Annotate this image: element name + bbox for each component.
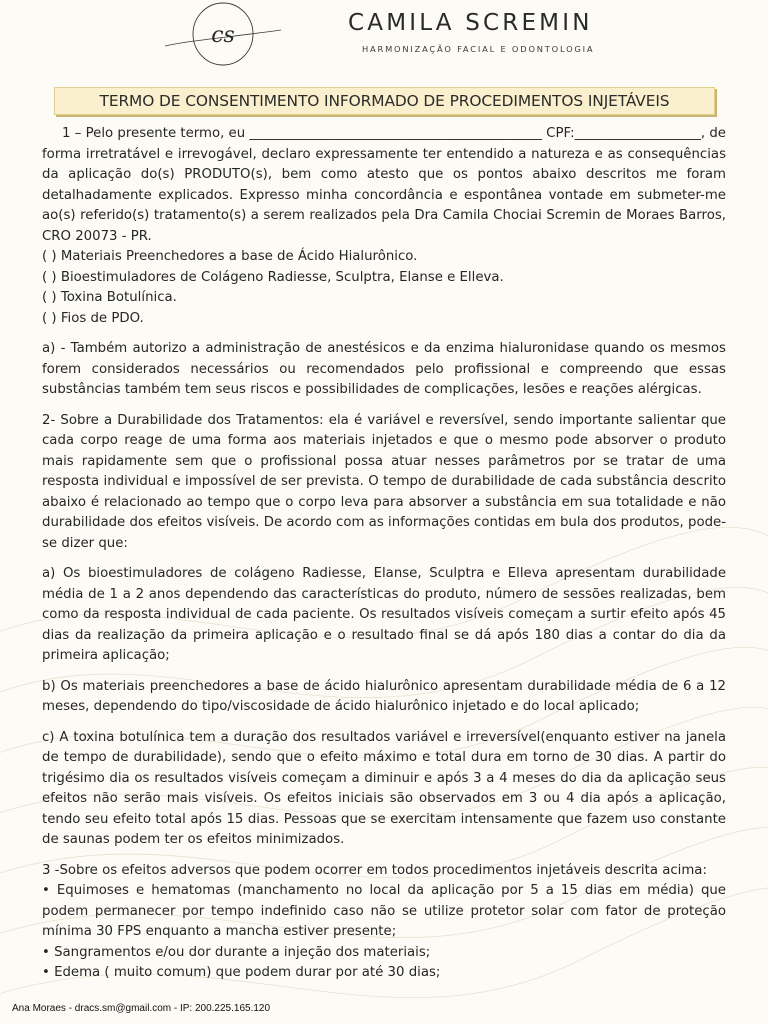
option-biostimulators[interactable]: ( ) Bioestimuladores de Colágeno Radiesse, Sculptra, Elanse e Elleva. <box>42 269 504 285</box>
letterhead <box>0 0 768 80</box>
monogram-letters: cs <box>211 23 235 48</box>
anesthetics-paragraph: a) - Também autorizo a administração de anestésicos e da enzima hialuronidase quando os mesmos forem considerados necessários ou recomendados pelo profissional e compreendo que essas substâncias também tem seus riscos e possibilidades de complicações, lesões e reações alérgicas. <box>42 341 726 397</box>
biostimulators-paragraph: a) Os bioestimuladores de colágeno Radiesse, Elanse, Sculptra e Elleva apresentam durabilidade média de 1 a 2 anos dependendo das características do produto, número de sessões realizadas, bem como da resposta individual de cada paciente. Os resultados visíveis começam a surtir efeito após 45 dias da realização da primeira aplicação e o resultado final se dá após 180 dias a contar do dia da primeira aplicação; <box>42 566 726 663</box>
fillers-paragraph: b) Os materiais preenchedores a base de ácido hialurônico apresentam durabilidade média de 6 a 12 meses, dependendo do tipo/viscosidade de ácido hialurônico injetado e do local aplicado; <box>42 678 726 714</box>
document-title: TERMO DE CONSENTIMENTO INFORMADO DE PROCEDIMENTOS INJETÁVEIS <box>99 92 670 110</box>
document-body <box>42 124 726 984</box>
monogram-logo <box>163 0 283 68</box>
adverse-effects-title: 3 -Sobre os efeitos adversos que podem ocorrer em todos procedimentos injetáveis descrita acima: <box>42 862 707 878</box>
adverse-effect-item: • Edema ( muito comum) que podem durar por até 30 dias; <box>42 965 441 980</box>
option-pdo-threads[interactable]: ( ) Fios de PDO. <box>42 310 144 326</box>
brand-subtitle: HARMONIZAÇÃO FACIAL E ODONTOLOGIA <box>362 44 595 54</box>
intro-paragraph: 1 – Pelo presente termo, eu ____________________________________________ CPF:___________________, de forma irretratável e irrevogável, declaro expressamente ter entendido a natureza e as consequências da aplicação do(s) PRODUTO(s), bem como atesto que os pontos abaixo descritos me foram detalhadamente explicados. Expresso minha concordância e espontânea vontade em submeter-me ao(s) referido(s) tratamento(s) a serem realizados pela Dra Camila Chociai Scremin de Moraes Barros, CRO 20073 - PR. <box>42 126 726 244</box>
botulinum-paragraph: c) A toxina botulínica tem a duração dos resultados variável e irreversível(enquanto estiver na janela de tempo de durabilidade), sendo que o efeito máximo e total dura em torno de 30 dias. A partir do trigésimo dia os resultados visíveis começam a diminuir e após 3 a 4 meses do dia da aplicação seus efeitos não serão mais visíveis. Os efeitos iniciais são observados em 3 ou 4 dia após a aplicação, tendo seu efeito total após 15 dias. Pessoas que se exercitam intensamente que fazem uso constante de saunas podem ter os efeitos minimizados. <box>42 729 726 847</box>
signature-footer: Ana Moraes - dracs.sm@gmail.com - IP: 200.225.165.120 <box>12 1003 271 1014</box>
adverse-effect-item: • Equimoses e hematomas (manchamento no local da aplicação por 5 a 15 dias em média) que podem permanecer por tempo indefinido caso não se utilize protetor solar com fator de proteção mínima 30 FPS enquanto a mancha estiver presente; <box>42 883 726 939</box>
option-hyaluronic[interactable]: ( ) Materiais Preenchedores a base de Ácido Hialurônico. <box>42 249 418 264</box>
brand-name: CAMILA SCREMIN <box>348 10 593 36</box>
adverse-effect-item: • Sangramentos e/ou dor durante a injeção dos materiais; <box>42 944 431 960</box>
document-title-box <box>54 87 715 115</box>
option-botulinum[interactable]: ( ) Toxina Botulínica. <box>42 290 177 305</box>
durability-paragraph: 2- Sobre a Durabilidade dos Tratamentos: ela é variável e reversível, sendo importante salientar que cada corpo reage de uma forma aos materiais injetados e que o mesmo pode absorver o produto mais rapidamente sem que o profissional possa atuar nesses parâmetros por se tratar de uma resposta individual e impossível de ser prevista. O tempo de durabilidade de cada substância descrito abaixo é relacionado ao tempo que o corpo leva para absorver a substância em sua totalidade e não durabilidade dos efeitos visíveis. De acordo com as informações contidas em bula dos produtos, pode-se dizer que: <box>42 412 726 551</box>
